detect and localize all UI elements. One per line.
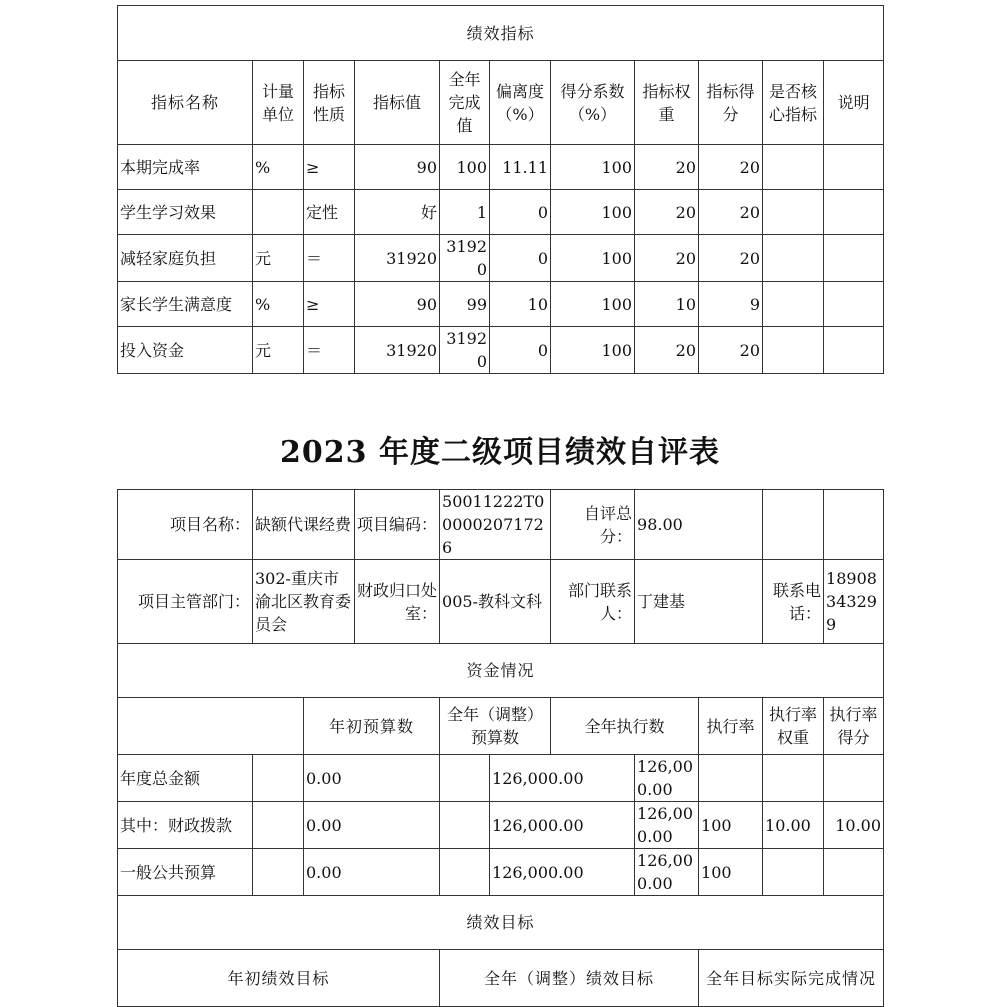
header-note: 说明 — [824, 61, 884, 145]
header-budget-adjusted: 全年（调整）预算数 — [440, 698, 551, 755]
dept-value: 302-重庆市渝北区教育委员会 — [253, 560, 355, 644]
funds-initial: 0.00 — [304, 802, 440, 849]
indicator-name: 减轻家庭负担 — [118, 235, 253, 282]
indicator-target: 90 — [355, 145, 440, 190]
indicator-score: 9 — [699, 282, 763, 327]
indicator-actual: 99 — [440, 282, 490, 327]
indicator-target: 31920 — [355, 327, 440, 374]
indicator-actual: 100 — [440, 145, 490, 190]
indicator-weight: 10 — [635, 282, 699, 327]
indicator-deviation: 0 — [490, 235, 551, 282]
project-name-label: 项目名称： — [118, 490, 253, 560]
header-weight: 指标权重 — [635, 61, 699, 145]
indicator-name: 学生学习效果 — [118, 190, 253, 235]
table-row — [118, 802, 884, 849]
empty-cell — [253, 802, 304, 849]
finance-office-label: 财政归口处室： — [355, 560, 440, 644]
funds-rate — [699, 755, 763, 802]
funds-rate-weight — [763, 755, 824, 802]
header-rate-weight: 执行率权重 — [763, 698, 824, 755]
funds-rate: 100 — [699, 802, 763, 849]
empty-cell — [440, 755, 490, 802]
funds-executed: 126,000.00 — [635, 849, 699, 896]
funds-adjusted: 126,000.00 — [490, 755, 635, 802]
contact-label: 部门联系人： — [551, 560, 635, 644]
header-core: 是否核心指标 — [763, 61, 824, 145]
table-row — [118, 190, 884, 235]
funds-section-title: 资金情况 — [118, 644, 884, 698]
header-coefficient: 得分系数（%） — [551, 61, 635, 145]
indicator-core — [763, 145, 824, 190]
indicator-note — [824, 235, 884, 282]
indicator-weight: 20 — [635, 235, 699, 282]
finance-office-value: 005-教科文科 — [440, 560, 551, 644]
indicators-table — [117, 5, 884, 374]
header-indicator-name: 指标名称 — [118, 61, 253, 145]
table-row — [118, 755, 884, 802]
funds-initial: 0.00 — [304, 849, 440, 896]
indicator-weight: 20 — [635, 190, 699, 235]
funds-initial: 0.00 — [304, 755, 440, 802]
indicator-note — [824, 282, 884, 327]
indicator-unit — [253, 190, 304, 235]
indicator-core — [763, 235, 824, 282]
header-deviation: 偏离度（%） — [490, 61, 551, 145]
indicator-note — [824, 190, 884, 235]
indicator-deviation: 0 — [490, 327, 551, 374]
funds-rate-weight — [763, 849, 824, 896]
indicator-coefficient: 100 — [551, 282, 635, 327]
table-row — [118, 235, 884, 282]
funds-rate-score — [824, 755, 884, 802]
indicator-weight: 20 — [635, 327, 699, 374]
indicators-section-title: 绩效指标 — [118, 6, 884, 61]
phone-value: 18908343299 — [824, 560, 884, 644]
funds-row-label: 一般公共预算 — [118, 849, 253, 896]
indicator-score: 20 — [699, 190, 763, 235]
funds-rate-score: 10.00 — [824, 802, 884, 849]
project-code-value: 50011222T000002071726 — [440, 490, 551, 560]
indicator-unit: 元 — [253, 327, 304, 374]
header-budget-initial: 年初预算数 — [304, 698, 440, 755]
self-evaluation-table — [117, 489, 884, 1007]
funds-rate-weight: 10.00 — [763, 802, 824, 849]
empty-cell — [824, 490, 884, 560]
header-executed: 全年执行数 — [551, 698, 699, 755]
indicator-name: 本期完成率 — [118, 145, 253, 190]
table-row — [118, 849, 884, 896]
indicator-target: 31920 — [355, 235, 440, 282]
indicator-score: 20 — [699, 145, 763, 190]
goals-actual: 全年目标实际完成情况 — [699, 950, 884, 1007]
indicator-actual: 31920 — [440, 235, 490, 282]
contact-value: 丁建基 — [635, 560, 763, 644]
indicator-nature: 定性 — [304, 190, 355, 235]
self-score-value: 98.00 — [635, 490, 763, 560]
empty-cell — [253, 849, 304, 896]
header-rate-score: 执行率得分 — [824, 698, 884, 755]
indicator-target: 好 — [355, 190, 440, 235]
indicator-deviation: 10 — [490, 282, 551, 327]
header-rate: 执行率 — [699, 698, 763, 755]
goals-initial: 年初绩效目标 — [118, 950, 440, 1007]
self-score-label: 自评总分： — [551, 490, 635, 560]
funds-row-label: 其中：财政拨款 — [118, 802, 253, 849]
project-code-label: 项目编码： — [355, 490, 440, 560]
funds-rate: 100 — [699, 849, 763, 896]
indicator-name: 投入资金 — [118, 327, 253, 374]
indicator-nature: ≥ — [304, 282, 355, 327]
empty-cell — [118, 698, 304, 755]
project-name-value: 缺额代课经费 — [253, 490, 355, 560]
empty-cell — [763, 490, 824, 560]
indicator-core — [763, 190, 824, 235]
indicator-nature: ＝ — [304, 327, 355, 374]
indicator-actual: 31920 — [440, 327, 490, 374]
indicator-coefficient: 100 — [551, 145, 635, 190]
goals-section-title: 绩效目标 — [118, 896, 884, 950]
header-nature: 指标性质 — [304, 61, 355, 145]
empty-cell — [253, 755, 304, 802]
indicator-coefficient: 100 — [551, 327, 635, 374]
indicator-unit: % — [253, 282, 304, 327]
empty-cell — [440, 802, 490, 849]
indicator-actual: 1 — [440, 190, 490, 235]
indicator-note — [824, 145, 884, 190]
indicator-weight: 20 — [635, 145, 699, 190]
table-row — [118, 145, 884, 190]
goals-adjusted: 全年（调整）绩效目标 — [440, 950, 699, 1007]
indicator-score: 20 — [699, 327, 763, 374]
indicator-target: 90 — [355, 282, 440, 327]
indicator-deviation: 11.11 — [490, 145, 551, 190]
funds-row-label: 年度总金额 — [118, 755, 253, 802]
indicator-score: 20 — [699, 235, 763, 282]
indicator-nature: ≥ — [304, 145, 355, 190]
header-score: 指标得分 — [699, 61, 763, 145]
header-unit: 计量单位 — [253, 61, 304, 145]
indicator-core — [763, 327, 824, 374]
indicator-deviation: 0 — [490, 190, 551, 235]
page-title: 2023 年度二级项目绩效自评表 — [280, 435, 720, 470]
indicator-coefficient: 100 — [551, 190, 635, 235]
dept-label: 项目主管部门： — [118, 560, 253, 644]
indicator-note — [824, 327, 884, 374]
indicator-unit: % — [253, 145, 304, 190]
phone-label: 联系电话： — [763, 560, 824, 644]
funds-adjusted: 126,000.00 — [490, 802, 635, 849]
empty-cell — [440, 849, 490, 896]
indicator-coefficient: 100 — [551, 235, 635, 282]
indicator-name: 家长学生满意度 — [118, 282, 253, 327]
indicator-core — [763, 282, 824, 327]
table-row — [118, 282, 884, 327]
funds-rate-score — [824, 849, 884, 896]
header-target: 指标值 — [355, 61, 440, 145]
funds-executed: 126,000.00 — [635, 755, 699, 802]
table-row — [118, 327, 884, 374]
header-actual: 全年完成值 — [440, 61, 490, 145]
indicator-unit: 元 — [253, 235, 304, 282]
funds-executed: 126,000.00 — [635, 802, 699, 849]
funds-adjusted: 126,000.00 — [490, 849, 635, 896]
indicator-nature: ＝ — [304, 235, 355, 282]
